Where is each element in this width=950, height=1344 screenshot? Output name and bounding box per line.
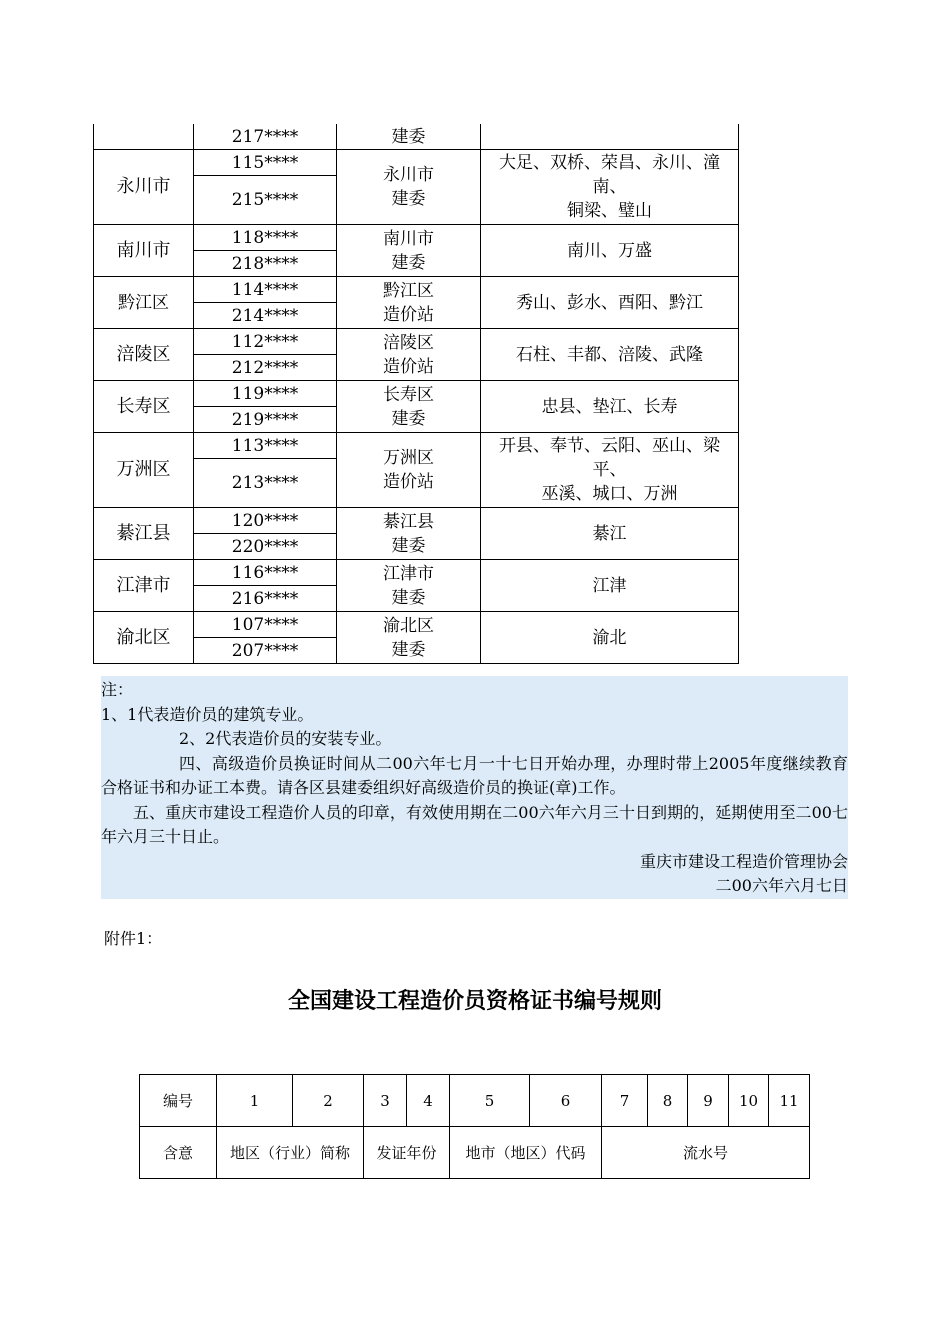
region-code-cell: 118****: [194, 225, 337, 251]
region-issuer-line: 建委: [391, 587, 426, 608]
region-areas-line: 大足、双桥、荣昌、永川、潼: [499, 153, 720, 173]
region-areas-line: 铜梁、璧山: [567, 201, 652, 221]
region-issuer-line: 建委: [391, 639, 426, 660]
rule-meaning-label: 含意: [140, 1127, 217, 1179]
region-areas-cell: [481, 150, 739, 225]
region-code-cell: 212****: [194, 355, 337, 381]
region-areas-line: 南、: [592, 177, 627, 197]
rule-number-cell: 3: [364, 1075, 407, 1127]
region-issuer-line: 江津市: [383, 563, 434, 584]
region-issuer-line: 建委: [391, 408, 426, 429]
region-areas-cell: [481, 560, 739, 612]
rule-meaning-region: 地区（行业）简称: [217, 1127, 364, 1179]
region-issuer-cell: [337, 150, 481, 225]
region-areas-cell: [481, 433, 739, 508]
region-code-cell: 207****: [194, 638, 337, 664]
region-code-cell: 220****: [194, 534, 337, 560]
rule-number-cell: 11: [769, 1075, 810, 1127]
region-issuer-line: 永川市: [383, 165, 434, 185]
region-issuer-cell: [337, 560, 481, 612]
region-code-cell: 214****: [194, 303, 337, 329]
region-code-cell: 213****: [194, 459, 337, 508]
region-areas-cell: [481, 277, 739, 329]
rule-meaning-city-code: 地市（地区）代码: [450, 1127, 602, 1179]
region-areas-line: 綦江: [592, 523, 627, 544]
rule-title: 全国建设工程造价员资格证书编号规则: [287, 989, 662, 1014]
notes-item-2: 2、2代表造价员的安装专业。: [179, 729, 392, 748]
region-code-cell: 217****: [194, 124, 337, 150]
region-issuer-cell: [337, 508, 481, 560]
region-issuer-line: 南川市: [383, 228, 434, 249]
region-code-cell: 219****: [194, 407, 337, 433]
region-areas-line: 石柱、丰都、涪陵、武隆: [516, 344, 703, 365]
numbering-rule-table: [139, 1074, 810, 1179]
region-issuer-cell: [337, 381, 481, 433]
region-areas-line: 巫溪、城口、万洲: [541, 484, 678, 504]
region-issuer-cell: [337, 433, 481, 508]
region-city-cell: 黔江区: [94, 277, 194, 329]
region-city-cell: 万洲区: [94, 433, 194, 508]
region-areas-line: 渝北: [592, 627, 627, 648]
rule-number-cell: 6: [530, 1075, 602, 1127]
rule-number-cell: 7: [602, 1075, 648, 1127]
region-areas-line: 平、: [592, 460, 627, 480]
region-code-cell: 119****: [194, 381, 337, 407]
rule-header-label: 编号: [140, 1075, 217, 1127]
region-areas-line: 江津: [592, 575, 627, 596]
region-code-cell: 216****: [194, 586, 337, 612]
region-city-cell: 涪陵区: [94, 329, 194, 381]
rule-number-cell: 4: [407, 1075, 450, 1127]
region-issuer-line: 黔江区: [383, 280, 434, 301]
region-issuer-line: 涪陵区: [383, 332, 434, 353]
notes-heading: 注：: [101, 680, 134, 699]
region-issuer-line: 建委: [391, 535, 426, 556]
region-issuer-line: 建委: [391, 189, 426, 209]
region-code-cell: 114****: [194, 277, 337, 303]
notes-item-4: 四、高级造价员换证时间从二00六年七月一十七日开始办理，办理时带上2005年度继续教育合格证书和办证工本费。请各区县建委组织好高级造价员的换证(章)工作。: [101, 753, 848, 797]
notes-item-1: 1、1代表造价员的建筑专业。: [101, 704, 314, 724]
rule-number-cell: 2: [293, 1075, 364, 1127]
region-areas-cell: [481, 329, 739, 381]
region-issuer-line: 造价站: [383, 304, 434, 325]
rule-meaning-serial: 流水号: [602, 1127, 810, 1179]
region-issuer-line: 万洲区: [383, 448, 434, 468]
region-areas-cell: [481, 381, 739, 433]
region-city-cell: 永川市: [94, 150, 194, 225]
region-areas-line: 秀山、彭水、酉阳、黔江: [516, 292, 703, 313]
region-issuer-line: 造价站: [383, 356, 434, 377]
region-code-table: [93, 124, 739, 664]
region-issuer-line: 长寿区: [383, 384, 434, 405]
rule-number-cell: 9: [688, 1075, 729, 1127]
region-code-cell: 112****: [194, 329, 337, 355]
region-areas-cell-empty: [481, 124, 739, 150]
region-city-cell: 江津市: [94, 560, 194, 612]
region-areas-line: 忠县、垫江、长寿: [541, 396, 678, 417]
region-code-cell: 218****: [194, 251, 337, 277]
region-code-cell: 215****: [194, 176, 337, 225]
region-city-cell: 綦江县: [94, 508, 194, 560]
region-issuer-cell: [337, 329, 481, 381]
region-code-cell: 115****: [194, 150, 337, 176]
region-issuer-line: 造价站: [383, 472, 434, 492]
notes-block: [101, 676, 848, 899]
region-areas-cell: [481, 612, 739, 664]
region-issuer-cell: [337, 277, 481, 329]
rule-number-cell: 5: [450, 1075, 530, 1127]
region-areas-line: 开县、奉节、云阳、巫山、梁: [499, 436, 720, 456]
region-code-cell: 116****: [194, 560, 337, 586]
rule-number-cell: 1: [217, 1075, 293, 1127]
region-issuer-cell: 建委: [337, 124, 481, 150]
region-issuer-line: 建委: [391, 252, 426, 273]
attachment-label: 附件1：: [104, 929, 163, 948]
region-issuer-cell: [337, 612, 481, 664]
notes-signature: 重庆市建设工程造价管理协会: [639, 851, 848, 871]
region-areas-cell: [481, 508, 739, 560]
region-issuer-cell: [337, 225, 481, 277]
rule-meaning-year: 发证年份: [364, 1127, 450, 1179]
region-areas-cell: [481, 225, 739, 277]
region-issuer-line: 綦江县: [383, 511, 434, 532]
rule-number-cell: 8: [648, 1075, 688, 1127]
region-city-cell: 长寿区: [94, 381, 194, 433]
region-city-cell: 南川市: [94, 225, 194, 277]
region-city-cell-empty: [94, 124, 194, 150]
region-code-cell: 107****: [194, 612, 337, 638]
notes-date: 二00六年六月七日: [715, 876, 848, 895]
region-issuer-line: 渝北区: [383, 615, 434, 636]
region-code-cell: 113****: [194, 433, 337, 459]
rule-number-cell: 10: [729, 1075, 769, 1127]
region-areas-line: 南川、万盛: [567, 240, 652, 261]
region-city-cell: 渝北区: [94, 612, 194, 664]
region-code-cell: 120****: [194, 508, 337, 534]
notes-item-5: 五、重庆市建设工程造价人员的印章，有效使用期在二00六年六月三十日到期的，延期使用至二00七年六月三十日止。: [101, 802, 848, 846]
